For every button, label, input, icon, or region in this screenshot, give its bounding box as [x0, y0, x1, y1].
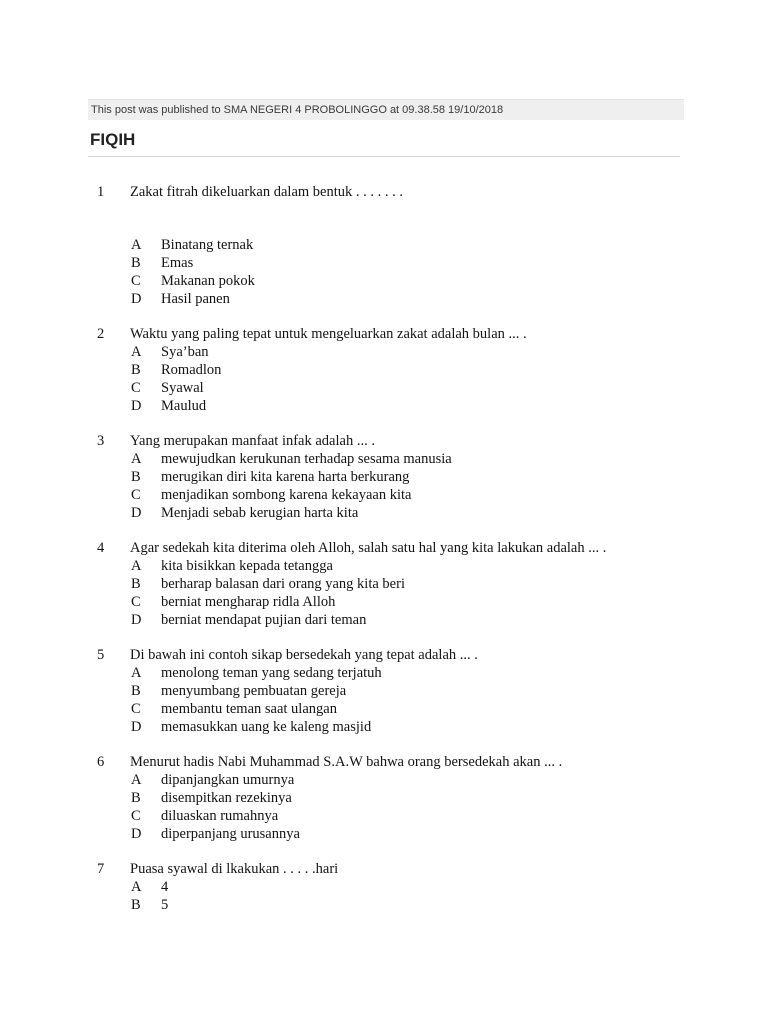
question-text: Menurut hadis Nabi Muhammad S.A.W bahwa orang bersedekah akan ... .	[130, 754, 563, 770]
question-number: 7	[97, 861, 105, 877]
option-text: Hasil panen	[161, 291, 230, 307]
question-number: 6	[97, 754, 105, 770]
publish-notice-bar	[88, 99, 684, 120]
option-letter: C	[131, 273, 141, 289]
question-line	[0, 325, 768, 343]
question-line	[0, 539, 768, 557]
option-letter: A	[131, 772, 142, 788]
option-c	[0, 807, 768, 825]
option-text: mewujudkan kerukunan terhadap sesama manusia	[161, 451, 452, 467]
option-letter: A	[131, 558, 142, 574]
option-b	[0, 682, 768, 700]
option-b	[0, 361, 768, 379]
question-7	[0, 860, 768, 914]
option-b	[0, 896, 768, 914]
option-text: Romadlon	[161, 362, 222, 378]
option-text: disempitkan rezekinya	[161, 790, 292, 806]
question-number: 1	[97, 184, 105, 200]
question-line	[0, 860, 768, 878]
option-letter: D	[131, 719, 142, 735]
option-list	[0, 771, 768, 843]
option-letter: C	[131, 594, 141, 610]
question-number: 2	[97, 326, 105, 342]
question-text: Di bawah ini contoh sikap bersedekah yang tepat adalah ... .	[130, 647, 478, 663]
option-a	[0, 771, 768, 789]
option-letter: B	[131, 790, 141, 806]
option-c	[0, 272, 768, 290]
option-b	[0, 254, 768, 272]
option-d	[0, 825, 768, 843]
question-text: Puasa syawal di lkakukan . . . . .hari	[130, 861, 339, 877]
option-b	[0, 468, 768, 486]
question-line	[0, 183, 768, 201]
option-letter: B	[131, 576, 141, 592]
option-d	[0, 290, 768, 308]
option-letter: B	[131, 469, 141, 485]
option-a	[0, 236, 768, 254]
option-text: berniat mengharap ridla Alloh	[161, 594, 336, 610]
option-list	[0, 450, 768, 522]
question-number: 5	[97, 647, 105, 663]
option-text: Syawal	[161, 380, 204, 396]
option-letter: D	[131, 291, 142, 307]
question-text: Agar sedekah kita diterima oleh Alloh, salah satu hal yang kita lakukan adalah ... .	[130, 540, 607, 556]
option-text: 5	[161, 897, 169, 913]
option-text: Menjadi sebab kerugian harta kita	[161, 505, 359, 521]
question-5	[0, 646, 768, 736]
question-line	[0, 753, 768, 771]
option-letter: B	[131, 362, 141, 378]
option-letter: C	[131, 380, 141, 396]
option-text: berniat mendapat pujian dari teman	[161, 612, 367, 628]
option-letter: D	[131, 398, 142, 414]
option-list	[0, 343, 768, 415]
option-letter: A	[131, 879, 142, 895]
option-list	[0, 664, 768, 736]
option-letter: C	[131, 701, 141, 717]
question-1	[0, 183, 768, 308]
question-text: Zakat fitrah dikeluarkan dalam bentuk . . . . . . .	[130, 184, 403, 200]
option-a	[0, 557, 768, 575]
option-letter: B	[131, 683, 141, 699]
option-text: menjadikan sombong karena kekayaan kita	[161, 487, 412, 503]
option-letter: A	[131, 237, 142, 253]
question-2	[0, 325, 768, 415]
option-a	[0, 664, 768, 682]
question-text: Waktu yang paling tepat untuk mengeluarkan zakat adalah bulan ... .	[130, 326, 527, 342]
option-letter: C	[131, 487, 141, 503]
option-letter: D	[131, 826, 142, 842]
option-a	[0, 343, 768, 361]
option-text: membantu teman saat ulangan	[161, 701, 337, 717]
option-list	[0, 878, 768, 914]
option-a	[0, 450, 768, 468]
option-letter: B	[131, 897, 141, 913]
question-text: Yang merupakan manfaat infak adalah ... .	[130, 433, 375, 449]
option-d	[0, 397, 768, 415]
question-line	[0, 646, 768, 664]
question-4	[0, 539, 768, 629]
option-c	[0, 700, 768, 718]
option-list	[0, 557, 768, 629]
option-d	[0, 611, 768, 629]
option-text: Binatang ternak	[161, 237, 254, 253]
option-text: memasukkan uang ke kaleng masjid	[161, 719, 372, 735]
option-letter: C	[131, 808, 141, 824]
option-list	[0, 236, 768, 308]
option-text: menolong teman yang sedang terjatuh	[161, 665, 382, 681]
option-d	[0, 504, 768, 522]
option-c	[0, 593, 768, 611]
option-text: dipanjangkan umurnya	[161, 772, 295, 788]
option-c	[0, 486, 768, 504]
option-text: Maulud	[161, 398, 207, 414]
option-b	[0, 789, 768, 807]
option-d	[0, 718, 768, 736]
option-text: diluaskan rumahnya	[161, 808, 279, 824]
option-a	[0, 878, 768, 896]
option-text: Sya’ban	[161, 344, 209, 360]
option-letter: A	[131, 665, 142, 681]
option-text: diperpanjang urusannya	[161, 826, 300, 842]
option-text: menyumbang pembuatan gereja	[161, 683, 347, 699]
option-letter: B	[131, 255, 141, 271]
option-text: Makanan pokok	[161, 273, 255, 289]
question-list	[0, 183, 768, 914]
option-text: berharap balasan dari orang yang kita beri	[161, 576, 405, 592]
option-text: merugikan diri kita karena harta berkurang	[161, 469, 410, 485]
option-text: Emas	[161, 255, 194, 271]
question-line	[0, 432, 768, 450]
publish-notice-text: This post was published to SMA NEGERI 4 PROBOLINGGO at 09.38.58 19/10/2018	[91, 104, 504, 116]
option-b	[0, 575, 768, 593]
question-number: 4	[97, 540, 105, 556]
question-6	[0, 753, 768, 843]
question-3	[0, 432, 768, 522]
option-letter: D	[131, 612, 142, 628]
page-title: FIQIH	[90, 130, 136, 149]
option-c	[0, 379, 768, 397]
option-letter: A	[131, 344, 142, 360]
question-number: 3	[97, 433, 105, 449]
option-letter: A	[131, 451, 142, 467]
option-text: 4	[161, 879, 169, 895]
option-text: kita bisikkan kepada tetangga	[161, 558, 333, 574]
title-divider	[88, 156, 680, 157]
option-letter: D	[131, 505, 142, 521]
